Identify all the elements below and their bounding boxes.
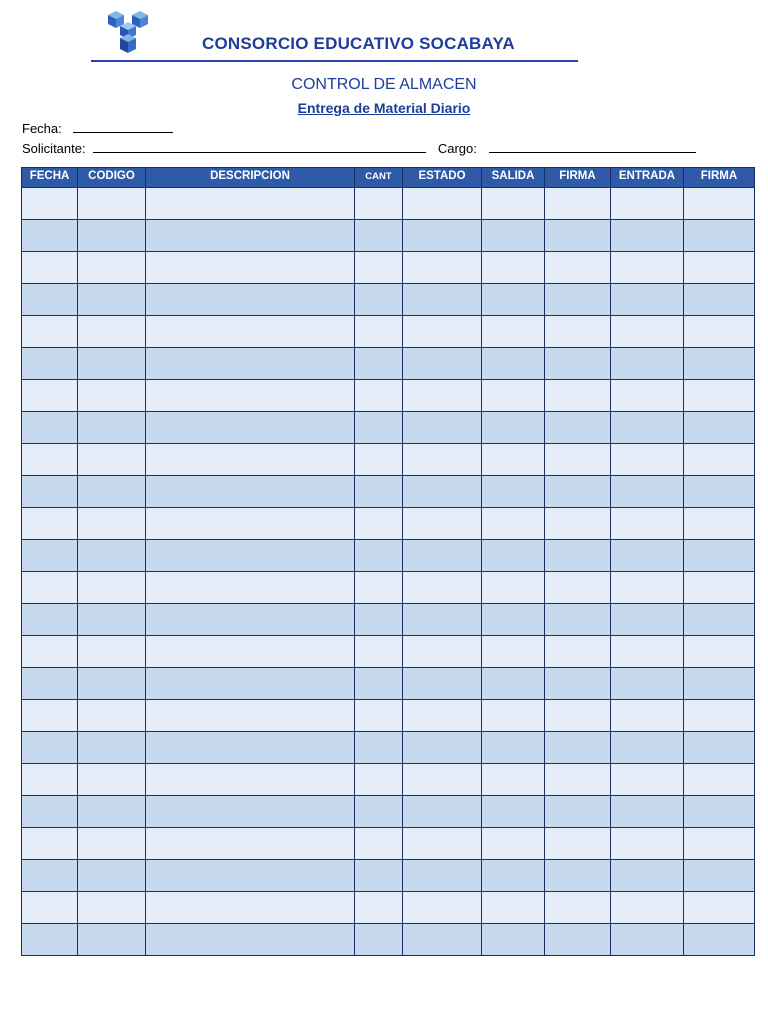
table-cell[interactable]	[545, 444, 611, 476]
table-cell[interactable]	[403, 188, 482, 220]
table-cell[interactable]	[403, 860, 482, 892]
col-header-firma-entrada: FIRMA	[684, 168, 755, 188]
table-cell[interactable]	[684, 668, 755, 700]
table-cell[interactable]	[611, 764, 684, 796]
table-cell[interactable]	[22, 636, 78, 668]
table-cell[interactable]	[403, 892, 482, 924]
table-cell[interactable]	[482, 700, 545, 732]
table-cell[interactable]	[146, 700, 355, 732]
table-cell[interactable]	[355, 924, 403, 956]
table-cell[interactable]	[403, 700, 482, 732]
col-header-firma: FIRMA	[545, 168, 611, 188]
solicitante-blank-line[interactable]	[93, 140, 426, 153]
table-cell[interactable]	[146, 412, 355, 444]
table-cell[interactable]	[355, 188, 403, 220]
table-cell[interactable]	[611, 220, 684, 252]
table-cell[interactable]	[545, 220, 611, 252]
table-cell[interactable]	[545, 892, 611, 924]
table-cell[interactable]	[482, 604, 545, 636]
table-cell[interactable]	[403, 316, 482, 348]
table-cell[interactable]	[611, 252, 684, 284]
table-cell[interactable]	[611, 444, 684, 476]
table-cell[interactable]	[611, 188, 684, 220]
table-cell[interactable]	[545, 700, 611, 732]
table-cell[interactable]	[611, 476, 684, 508]
col-header-estado: ESTADO	[403, 168, 482, 188]
table-cell[interactable]	[482, 316, 545, 348]
table-row	[22, 892, 755, 924]
document-title: CONTROL DE ALMACEN	[291, 76, 477, 93]
table-cell[interactable]	[482, 732, 545, 764]
table-cell[interactable]	[403, 732, 482, 764]
table-cell[interactable]	[545, 284, 611, 316]
table-cell[interactable]	[78, 348, 146, 380]
table-cell[interactable]	[684, 924, 755, 956]
table-cell[interactable]	[545, 796, 611, 828]
cargo-label: Cargo:	[437, 141, 477, 156]
table-cell[interactable]	[611, 668, 684, 700]
table-cell[interactable]	[146, 380, 355, 412]
table-cell[interactable]	[355, 668, 403, 700]
table-cell[interactable]	[611, 732, 684, 764]
table-header-row	[22, 168, 755, 188]
table-cell[interactable]	[684, 700, 755, 732]
table-cell[interactable]	[22, 380, 78, 412]
table-cell[interactable]	[22, 188, 78, 220]
table-cell[interactable]	[78, 412, 146, 444]
table-cell[interactable]	[611, 572, 684, 604]
table-cell[interactable]	[146, 892, 355, 924]
table-cell[interactable]	[146, 348, 355, 380]
table-cell[interactable]	[684, 604, 755, 636]
table-cell[interactable]	[22, 508, 78, 540]
table-row	[22, 636, 755, 668]
table-row	[22, 540, 755, 572]
table-cell[interactable]	[355, 860, 403, 892]
table-cell[interactable]	[403, 668, 482, 700]
table-row	[22, 764, 755, 796]
table-cell[interactable]	[146, 540, 355, 572]
table-cell[interactable]	[78, 188, 146, 220]
table-cell[interactable]	[403, 924, 482, 956]
table-cell[interactable]	[611, 348, 684, 380]
col-header-entrada: ENTRADA	[611, 168, 684, 188]
table-cell[interactable]	[22, 828, 78, 860]
table-cell[interactable]	[22, 572, 78, 604]
table-cell[interactable]	[684, 188, 755, 220]
table-cell[interactable]	[482, 828, 545, 860]
table-cell[interactable]	[545, 572, 611, 604]
table-cell[interactable]	[146, 316, 355, 348]
table-cell[interactable]	[482, 412, 545, 444]
table-cell[interactable]	[146, 444, 355, 476]
table-cell[interactable]	[403, 572, 482, 604]
table-cell[interactable]	[684, 732, 755, 764]
table-cell[interactable]	[403, 252, 482, 284]
table-row	[22, 508, 755, 540]
table-cell[interactable]	[78, 860, 146, 892]
table-row	[22, 476, 755, 508]
stacked-cubes-icon	[104, 9, 152, 55]
table-cell[interactable]	[355, 316, 403, 348]
table-cell[interactable]	[403, 828, 482, 860]
table-cell[interactable]	[482, 636, 545, 668]
table-cell[interactable]	[146, 668, 355, 700]
table-row	[22, 796, 755, 828]
table-cell[interactable]	[482, 892, 545, 924]
table-cell[interactable]	[545, 604, 611, 636]
table-cell[interactable]	[482, 668, 545, 700]
table-cell[interactable]	[611, 380, 684, 412]
solicitante-field-row	[22, 140, 696, 156]
table-cell[interactable]	[403, 348, 482, 380]
table-cell[interactable]	[403, 444, 482, 476]
table-cell[interactable]	[611, 508, 684, 540]
table-row	[22, 604, 755, 636]
table-cell[interactable]	[22, 764, 78, 796]
table-cell[interactable]	[22, 284, 78, 316]
fecha-label: Fecha:	[22, 121, 62, 136]
table-row	[22, 668, 755, 700]
table-cell[interactable]	[611, 892, 684, 924]
fecha-field-row	[22, 120, 173, 136]
table-cell[interactable]	[78, 668, 146, 700]
table-cell[interactable]	[611, 860, 684, 892]
table-cell[interactable]	[545, 540, 611, 572]
table-cell[interactable]	[684, 348, 755, 380]
table-cell[interactable]	[22, 668, 78, 700]
table-cell[interactable]	[78, 444, 146, 476]
table-cell[interactable]	[146, 764, 355, 796]
table-cell[interactable]	[78, 380, 146, 412]
table-cell[interactable]	[482, 924, 545, 956]
table-cell[interactable]	[22, 476, 78, 508]
table-cell[interactable]	[403, 380, 482, 412]
header-divider	[91, 60, 578, 62]
table-row	[22, 348, 755, 380]
table-row	[22, 572, 755, 604]
table-cell[interactable]	[355, 764, 403, 796]
table-cell[interactable]	[22, 316, 78, 348]
table-cell[interactable]	[611, 412, 684, 444]
table-cell[interactable]	[482, 188, 545, 220]
table-cell[interactable]	[78, 252, 146, 284]
table-row	[22, 284, 755, 316]
table-cell[interactable]	[146, 636, 355, 668]
table-cell[interactable]	[684, 892, 755, 924]
table-cell[interactable]	[403, 636, 482, 668]
table-cell[interactable]	[78, 700, 146, 732]
table-cell[interactable]	[78, 892, 146, 924]
table-cell[interactable]	[611, 636, 684, 668]
table-cell[interactable]	[684, 284, 755, 316]
table-cell[interactable]	[355, 476, 403, 508]
table-cell[interactable]	[611, 284, 684, 316]
table-cell[interactable]	[611, 316, 684, 348]
table-cell[interactable]	[482, 764, 545, 796]
table-row	[22, 252, 755, 284]
table-row	[22, 732, 755, 764]
col-header-salida: SALIDA	[482, 168, 545, 188]
col-header-codigo: CODIGO	[78, 168, 146, 188]
table-cell[interactable]	[78, 572, 146, 604]
table-cell[interactable]	[355, 828, 403, 860]
table-cell[interactable]	[146, 604, 355, 636]
table-cell[interactable]	[355, 412, 403, 444]
table-cell[interactable]	[355, 540, 403, 572]
table-cell[interactable]	[22, 444, 78, 476]
table-cell[interactable]	[355, 604, 403, 636]
table-cell[interactable]	[355, 380, 403, 412]
table-cell[interactable]	[611, 700, 684, 732]
table-cell[interactable]	[545, 188, 611, 220]
table-cell[interactable]	[22, 700, 78, 732]
table-cell[interactable]	[146, 252, 355, 284]
table-row	[22, 860, 755, 892]
table-cell[interactable]	[22, 924, 78, 956]
table-cell[interactable]	[482, 572, 545, 604]
table-row	[22, 316, 755, 348]
table-cell[interactable]	[22, 540, 78, 572]
table-cell[interactable]	[78, 732, 146, 764]
table-cell[interactable]	[355, 284, 403, 316]
table-cell[interactable]	[482, 508, 545, 540]
table-row	[22, 924, 755, 956]
table-cell[interactable]	[684, 828, 755, 860]
inventory-table	[21, 167, 755, 956]
table-cell[interactable]	[78, 604, 146, 636]
table-row	[22, 412, 755, 444]
table-cell[interactable]	[22, 892, 78, 924]
table-cell[interactable]	[545, 316, 611, 348]
table-cell[interactable]	[355, 348, 403, 380]
table-cell[interactable]	[403, 476, 482, 508]
table-cell[interactable]	[22, 860, 78, 892]
table-cell[interactable]	[684, 796, 755, 828]
table-cell[interactable]	[545, 476, 611, 508]
table-cell[interactable]	[684, 572, 755, 604]
table-cell[interactable]	[78, 284, 146, 316]
table-cell[interactable]	[78, 636, 146, 668]
table-cell[interactable]	[482, 796, 545, 828]
table-cell[interactable]	[482, 444, 545, 476]
table-row	[22, 380, 755, 412]
table-cell[interactable]	[146, 828, 355, 860]
table-cell[interactable]	[78, 828, 146, 860]
table-cell[interactable]	[78, 476, 146, 508]
table-cell[interactable]	[482, 252, 545, 284]
table-cell[interactable]	[355, 700, 403, 732]
table-cell[interactable]	[146, 508, 355, 540]
table-cell[interactable]	[545, 860, 611, 892]
table-cell[interactable]	[403, 764, 482, 796]
table-cell[interactable]	[403, 540, 482, 572]
table-cell[interactable]	[146, 284, 355, 316]
table-cell[interactable]	[355, 220, 403, 252]
table-cell[interactable]	[355, 796, 403, 828]
table-cell[interactable]	[78, 540, 146, 572]
table-cell[interactable]	[684, 476, 755, 508]
table-cell[interactable]	[545, 828, 611, 860]
table-cell[interactable]	[684, 220, 755, 252]
table-cell[interactable]	[684, 444, 755, 476]
table-cell[interactable]	[545, 924, 611, 956]
table-cell[interactable]	[545, 732, 611, 764]
table-body	[22, 188, 755, 956]
table-cell[interactable]	[355, 572, 403, 604]
table-cell[interactable]	[545, 412, 611, 444]
table-cell[interactable]	[355, 732, 403, 764]
table-cell[interactable]	[482, 284, 545, 316]
table-cell[interactable]	[403, 604, 482, 636]
document-subtitle: Entrega de Material Diario	[297, 100, 471, 116]
table-cell[interactable]	[78, 796, 146, 828]
table-cell[interactable]	[482, 540, 545, 572]
table-cell[interactable]	[684, 316, 755, 348]
col-header-fecha: FECHA	[22, 168, 78, 188]
table-cell[interactable]	[482, 348, 545, 380]
table-cell[interactable]	[22, 412, 78, 444]
table-cell[interactable]	[611, 924, 684, 956]
table-cell[interactable]	[22, 732, 78, 764]
table-cell[interactable]	[78, 764, 146, 796]
table-cell[interactable]	[684, 860, 755, 892]
table-cell[interactable]	[482, 220, 545, 252]
table-cell[interactable]	[403, 508, 482, 540]
table-row	[22, 188, 755, 220]
table-cell[interactable]	[545, 636, 611, 668]
table-cell[interactable]	[684, 380, 755, 412]
table-cell[interactable]	[482, 476, 545, 508]
table-cell[interactable]	[403, 220, 482, 252]
table-cell[interactable]	[146, 796, 355, 828]
organization-name: CONSORCIO EDUCATIVO SOCABAYA	[202, 34, 515, 53]
table-cell[interactable]	[146, 572, 355, 604]
table-cell[interactable]	[403, 284, 482, 316]
table-cell[interactable]	[684, 252, 755, 284]
table-cell[interactable]	[611, 796, 684, 828]
table-cell[interactable]	[545, 252, 611, 284]
table-cell[interactable]	[22, 252, 78, 284]
table-cell[interactable]	[482, 380, 545, 412]
table-cell[interactable]	[22, 796, 78, 828]
table-cell[interactable]	[146, 732, 355, 764]
table-cell[interactable]	[545, 668, 611, 700]
table-row	[22, 828, 755, 860]
table-cell[interactable]	[355, 444, 403, 476]
table-cell[interactable]	[146, 924, 355, 956]
table-cell[interactable]	[611, 604, 684, 636]
table-cell[interactable]	[545, 764, 611, 796]
table-cell[interactable]	[22, 220, 78, 252]
table-row	[22, 220, 755, 252]
solicitante-label: Solicitante:	[22, 141, 86, 156]
table-cell[interactable]	[403, 796, 482, 828]
table-cell[interactable]	[545, 348, 611, 380]
table-cell[interactable]	[355, 252, 403, 284]
table-cell[interactable]	[684, 508, 755, 540]
table-cell[interactable]	[146, 860, 355, 892]
table-cell[interactable]	[22, 604, 78, 636]
table-cell[interactable]	[146, 220, 355, 252]
table-cell[interactable]	[684, 412, 755, 444]
table-cell[interactable]	[78, 316, 146, 348]
table-row	[22, 444, 755, 476]
table-cell[interactable]	[684, 540, 755, 572]
table-cell[interactable]	[355, 892, 403, 924]
table-cell[interactable]	[78, 924, 146, 956]
table-cell[interactable]	[545, 508, 611, 540]
table-cell[interactable]	[146, 476, 355, 508]
col-header-cant: CANT	[355, 168, 403, 188]
fecha-blank-line[interactable]	[73, 120, 173, 133]
cargo-blank-line[interactable]	[489, 140, 696, 153]
table-row	[22, 700, 755, 732]
table-cell[interactable]	[355, 636, 403, 668]
table-cell[interactable]	[611, 540, 684, 572]
table-cell[interactable]	[482, 860, 545, 892]
table-cell[interactable]	[78, 508, 146, 540]
table-cell[interactable]	[78, 220, 146, 252]
table-cell[interactable]	[611, 828, 684, 860]
table-cell[interactable]	[684, 764, 755, 796]
table-cell[interactable]	[545, 380, 611, 412]
table-cell[interactable]	[355, 508, 403, 540]
table-cell[interactable]	[684, 636, 755, 668]
col-header-descripcion: DESCRIPCION	[146, 168, 355, 188]
table-cell[interactable]	[146, 188, 355, 220]
table-cell[interactable]	[22, 348, 78, 380]
table-cell[interactable]	[403, 412, 482, 444]
